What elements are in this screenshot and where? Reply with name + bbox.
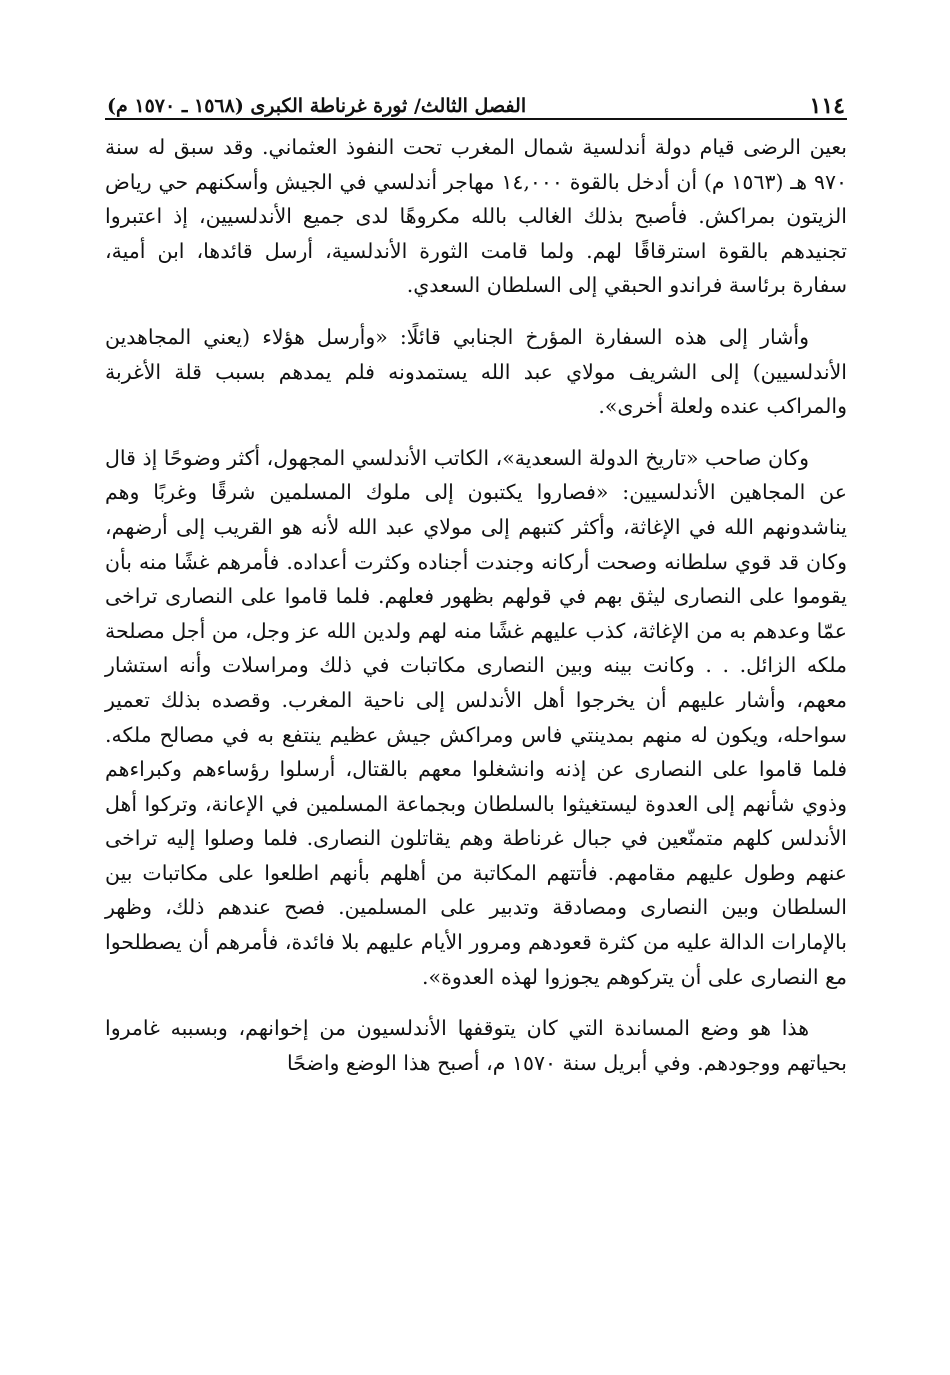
paragraph-continuation: بعين الرضى قيام دولة أندلسية شمال المغرب تحت النفوذ العثماني. وقد سبق له سنة ٩٧٠ هـ (١٥٦٣ م) أن أدخل بالقوة ١٤,٠٠٠ مهاجر أندلسي في الجيش وأسكنهم حي رياض الزيتون بمراكش. فأصبح بذلك الغالب بالله مكروهًا لدى جميع الأندلسيين، إذ اعتبروا تجنيدهم بالقوة استرقاقًا لهم. ولما قامت الثورة الأندلسية، أرسل قائدها، ابن أمية، سفارة برئاسة فراندو الحبقي إلى السلطان السعدي. — [105, 135, 847, 298]
paragraph-saadi-history-quote: وكان صاحب «تاريخ الدولة السعدية»، الكاتب الأندلسي المجهول، أكثر وضوحًا إذ قال عن المجاهين الأندلسيين: «فصاروا يكتبون إلى ملوك المسلمين شرقًا وغربًا وهم يناشدونهم الله في الإغاثة، وأكثر كتبهم إلى مولاي عبد الله لأنه هو القريب إلى أرضهم، وكان قد قوي سلطانه وصحت أركانه وجندت أجناده وكثرت أعداده. فأمرهم غشًا منه بأن يقوموا على النصارى ليثق بهم في قولهم بظهور فعلهم. فلما قاموا على النصارى تراخى عمّا وعدهم به من الإغاثة، كذب عليهم غشًا منه لهم ولدين الله عز وجل، من أجل مصلحة ملكه الزائل. . . وكانت بينه وبين النصارى مكاتبات في ذلك ومراسلات وأنه استشار معهم، وأشار عليهم أن يخرجوا أهل الأندلس إلى ناحية المغرب. وقصده بذلك تعمير سواحله، ويكون له منهم بمدينتي فاس ومراكش جيش عظيم ينتفع به في مصالح ملكه. فلما قاموا على النصارى عن إذنه وانشغلوا معهم بالقتال، أرسلوا رؤساءهم وكبراءهم وذوي شأنهم إلى العدوة ليستغيثوا بالسلطان وبجماعة المسلمين في الإعانة، وتركوا أهل الأندلس كلهم متمنّعين في جبال غرناطة وهم يقاتلون النصارى. فلما وصلوا إليه تراخى عنهم وطول عليهم مقامهم. فأتتهم المكاتبة من أهلهم بأنهم اطلعوا على مكاتبات بين السلطان وبين النصارى ومصادقة وتدبير على المسلمين. فصح عندهم ذلك، وظهر بالإمارات الدالة عليه من كثرة قعودهم ومرور الأيام عليهم بلا فائدة، فأمرهم أن يصطلحوا مع النصارى على أن يتركوهم يجوزوا لهذه العدوة». — [105, 445, 847, 989]
body-text — [105, 130, 847, 1080]
paragraph-support-situation: هذا هو وضع المساندة التي كان يتوقفها الأندلسيون من إخوانهم، وبسببه غامروا بحياتهم ووجودهم. وفي أبريل سنة ١٥٧٠ م، أصبح هذا الوضع واضحًا — [105, 1016, 847, 1075]
running-header — [105, 84, 847, 120]
page-number: ١١٤ — [809, 93, 845, 119]
chapter-title: الفصل الثالث/ ثورة غرناطة الكبرى (١٥٦٨ ـ ١٥٧٠ م) — [107, 95, 527, 117]
paragraph-janabi-quote: وأشار إلى هذه السفارة المؤرخ الجنابي قائلًا: «وأرسل هؤلاء (يعني المجاهدين الأندلسيين) إلى الشريف مولاي عبد الله يستمدونه فلم يمدهم بسبب قلة الأغربة والمراكب عنده ولعلة أخرى». — [105, 324, 847, 419]
book-page — [105, 84, 847, 1364]
